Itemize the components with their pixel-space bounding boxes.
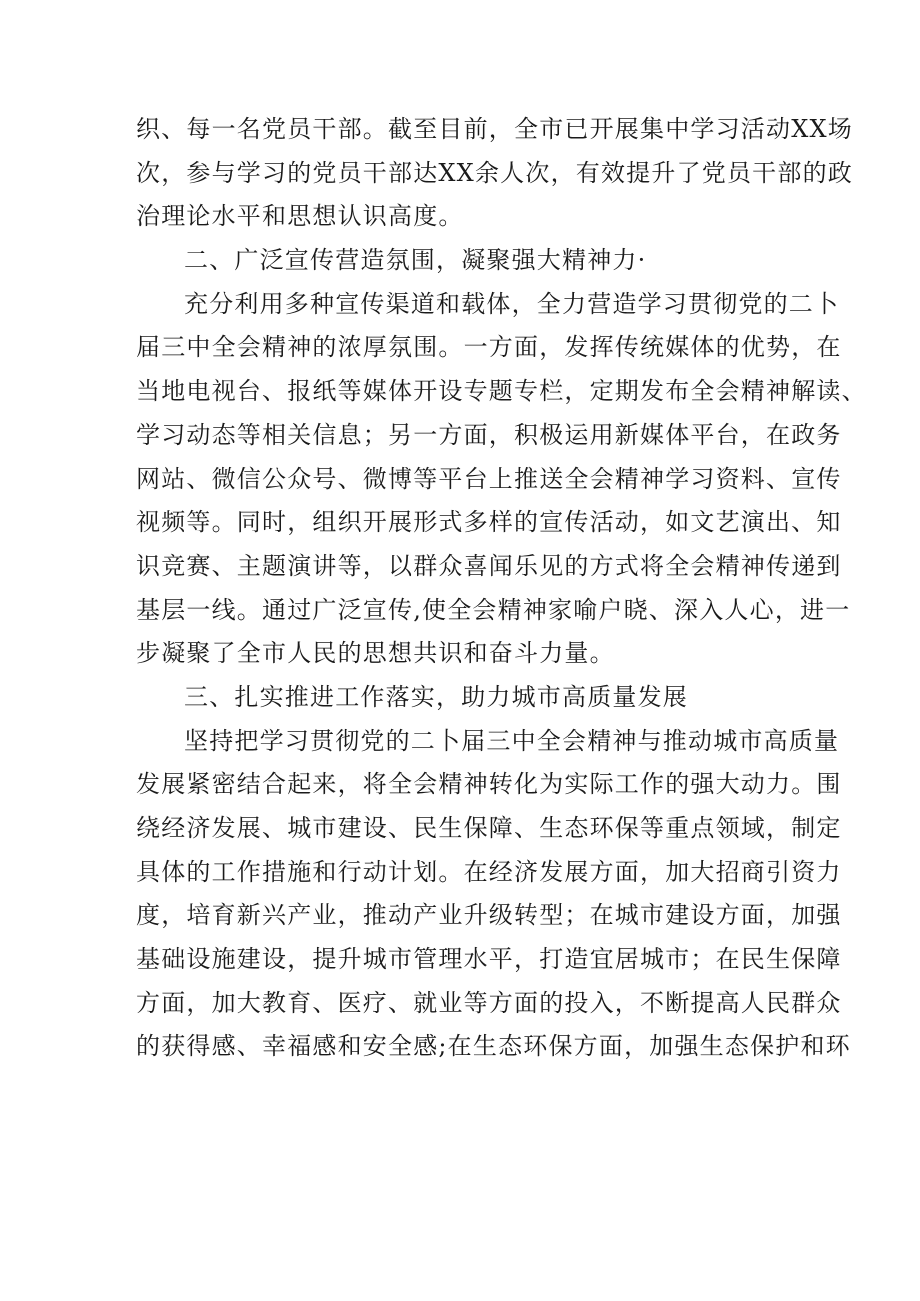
text-line: 视频等。同时，组织开展形式多样的宣传活动，如文艺演出、知 xyxy=(136,508,842,537)
text-line: 基层一线。通过广泛宣传,使全会精神家喻户晓、深入人心，进一 xyxy=(136,595,851,624)
section-heading-2: 二、广泛宣传营造氛围，凝聚强大精神力· xyxy=(184,246,647,275)
text-line: 绕经济发展、城市建设、民生保障、生态环保等重点领域，制定 xyxy=(136,814,842,842)
text-line: 具体的工作措施和行动计划。在经济发展方面，加大招商引资力 xyxy=(136,857,842,886)
text-line: 的获得感、幸福感和安全感;在生态环保方面，加强生态保护和环 xyxy=(136,1032,851,1061)
text-line: 次，参与学习的党员干部达XX余人次，有效提升了党员干部的政 xyxy=(136,158,853,187)
section-heading-3: 三、扎实推进工作落实，助力城市高质量发展 xyxy=(184,682,688,711)
text-line: 网站、微信公众号、微博等平台上推送全会精神学习资料、宣传 xyxy=(136,464,842,493)
text-line: 学习动态等相关信息；另一方面，积极运用新媒体平台，在政务 xyxy=(136,420,842,449)
text-line: 当地电视台、报纸等媒体开设专题专栏，定期发布全会精神解读、 xyxy=(136,377,867,406)
text-line: 度，培育新兴产业，推动产业升级转型；在城市建设方面，加强 xyxy=(136,901,842,930)
text-line: 织、每一名党员干部。截至目前，全市已开展集中学习活动XX场 xyxy=(136,115,853,143)
text-line: 届三中全会精神的浓厚氛围。一方面，发挥传统媒体的优势，在 xyxy=(136,333,842,362)
text-line: 坚持把学习贯彻党的二卜届三中全会精神与推动城市高质量 xyxy=(184,726,840,755)
document-body xyxy=(136,108,867,1069)
text-line: 识竞赛、主题演讲等，以群众喜闻乐见的方式将全会精神传递到 xyxy=(136,551,842,580)
text-line: 治理论水平和思想认识高度。 xyxy=(136,202,464,231)
text-line: 步凝聚了全市人民的思想共识和奋斗力量。 xyxy=(136,639,615,668)
text-line: 方面，加大教育、医疗、就业等方面的投入，不断提高人民群众 xyxy=(136,988,842,1017)
text-line: 基础设施建设，提升城市管理水平，打造宜居城市；在民生保障 xyxy=(136,945,842,974)
text-line: 充分利用多种宣传渠道和载体，全力营造学习贯彻党的二卜 xyxy=(184,289,840,318)
text-line: 发展紧密结合起来，将全会精神转化为实际工作的强大动力。围 xyxy=(136,770,842,799)
